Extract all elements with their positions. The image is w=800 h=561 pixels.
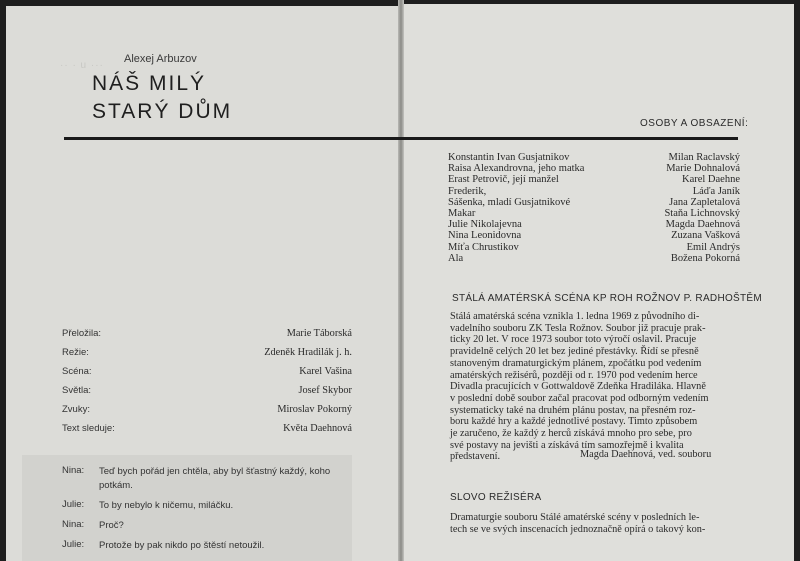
cast-row: [448, 208, 740, 219]
text-line: vadelního souboru ZK Tesla Rožnov. Soubor již pracuje prak-: [450, 322, 706, 334]
credit-role: Zvuky:: [62, 404, 90, 415]
cast-row: [448, 152, 740, 163]
text-line: systematicky také na druhém plánu postav, na přesném roz-: [450, 404, 696, 416]
title-line-1: NÁŠ MILÝ: [92, 72, 207, 95]
cast-role: Ala: [448, 252, 464, 264]
cast-actor: Staňa Lichnovský: [664, 207, 740, 219]
text-line: ticky 20 let. V roce 1973 soubor toto výročí oslavil. Pracuje: [450, 334, 697, 346]
director-text: [450, 512, 740, 535]
credit-name: Zdeněk Hradilák j. h.: [264, 347, 352, 358]
cast-actor: Zuzana Vašková: [671, 230, 740, 242]
credit-row: [62, 362, 352, 381]
text-line: představení.: [450, 451, 501, 463]
cast-row: [448, 197, 740, 208]
text-line: je zaručeno, že každý z herců získává mnoho pro sebe, pro: [450, 428, 692, 440]
text-line: pravidelně celých 20 let bez jediné přestávky. Řídí se přesně: [450, 346, 699, 358]
dialogue-row: [62, 499, 362, 513]
text-line: Dramaturgie souboru Stálé amatérské scény v posledních le-: [450, 512, 700, 523]
cast-role: Nina Leonidovna: [448, 230, 522, 242]
credit-role: Světla:: [62, 385, 92, 396]
cast-row: [448, 163, 740, 174]
credit-role: Režie:: [62, 347, 89, 358]
text-line: amatérských režisérů, později od r. 1970 pod vedením herce: [450, 369, 698, 381]
dialogue-speaker: Nina:: [62, 465, 85, 476]
cast-role: Míťa Chrustikov: [448, 241, 519, 253]
production-credits: [62, 324, 352, 438]
text-line: Divadla pracujících v Gottwaldově Zdeňka Hradiláka. Hlavně: [450, 381, 706, 393]
credit-name: Miroslav Pokorný: [277, 404, 352, 415]
cast-list: [448, 152, 740, 264]
text-line: stanoveným dramaturgickým plánem, zpočátku pod vedením: [450, 357, 702, 369]
cast-role: Sášenka, mladí Gusjatnikové: [448, 196, 571, 208]
credit-name: Josef Skybor: [298, 385, 352, 396]
dialogue-speaker: Nina:: [62, 519, 85, 530]
text-line: své postavy na jevišti a získává tím samozřejmě i kvalita: [450, 439, 684, 451]
cast-row: [448, 174, 740, 185]
credit-row: [62, 381, 352, 400]
cast-actor: Milan Raclavský: [668, 152, 740, 163]
cast-role: Raisa Alexandrovna, jeho matka: [448, 163, 585, 175]
credit-row: [62, 324, 352, 343]
right-page: [404, 4, 794, 561]
text-line: boru každé hry a každé jednotlivé postavy. Timto způsobem: [450, 416, 698, 428]
cast-row: [448, 219, 740, 230]
signature: Magda Daehnová, ved. souboru: [580, 449, 712, 460]
title-line-2: STARÝ DŮM: [92, 100, 233, 123]
text-line: Stálá amatérská scéna vznikla 1. ledna 1969 z původního di-: [450, 311, 700, 322]
divider-rule: [64, 137, 738, 140]
cast-row: [448, 242, 740, 253]
dialogue-line: Proč?: [99, 520, 124, 531]
credit-name: Marie Táborská: [286, 328, 352, 339]
cast-actor: Láďa Janík: [692, 185, 740, 197]
cast-actor: Magda Daehnová: [665, 219, 740, 231]
quote-dialogue: [62, 465, 362, 553]
dialogue-line: To by nebylo k ničemu, miláčku.: [99, 500, 234, 511]
credit-name: Květa Daehnová: [283, 423, 352, 434]
dialogue-row: [62, 465, 362, 493]
ensemble-history-text: [450, 311, 740, 463]
cast-row: [448, 186, 740, 197]
author-name: Alexej Arbuzov: [124, 53, 197, 65]
ensemble-heading: STÁLÁ AMATÉRSKÁ SCÉNA KP ROH ROŽNOV P. RADHOŠTĚM: [452, 293, 763, 304]
cast-row: [448, 253, 740, 264]
cast-role: Erast Petrovič, její manžel: [448, 174, 559, 186]
cast-row: [448, 230, 740, 241]
cast-actor: Karel Daehne: [681, 174, 740, 186]
dialogue-line: Protože by pak nikdo po štěstí netoužil.: [99, 540, 265, 551]
cast-heading: OSOBY A OBSAZENÍ:: [640, 118, 749, 129]
credit-role: Scéna:: [62, 366, 92, 377]
director-heading: SLOVO REŽISÉRA: [450, 492, 542, 503]
dialogue-speaker: Julie:: [62, 499, 85, 510]
text-line: tech se ve svých inscenacích jednoznačně opírá o takový kon-: [450, 523, 706, 535]
dialogue-speaker: Julie:: [62, 539, 85, 550]
cast-actor: Božena Pokorná: [670, 252, 740, 264]
credit-role: Text sleduje:: [62, 423, 115, 434]
cast-role: Makar: [448, 207, 476, 219]
credit-row: [62, 343, 352, 362]
text-line: v poslední době soubor začal pracovat pod odborným vedením: [450, 392, 709, 404]
dialogue-row: [62, 539, 362, 553]
credit-role: Přeložila:: [62, 328, 102, 339]
cast-actor: Emil Andrýs: [686, 241, 740, 253]
cast-actor: Marie Dohnalová: [666, 163, 740, 175]
cast-role: Julie Nikolajevna: [448, 219, 522, 231]
dialogue-line: Teď bych pořád jen chtěla, aby byl šťastný každý, koho potkám.: [99, 466, 331, 491]
credit-row: [62, 419, 352, 438]
credit-row: [62, 400, 352, 419]
faint-print-mark: ·· · u ···: [60, 60, 104, 71]
cast-role: Frederik,: [448, 185, 487, 197]
cast-actor: Jana Zapletalová: [669, 196, 740, 208]
credit-name: Karel Vašina: [299, 366, 352, 377]
dialogue-row: [62, 519, 362, 533]
cast-role: Konstantin Ivan Gusjatnikov: [448, 152, 570, 163]
